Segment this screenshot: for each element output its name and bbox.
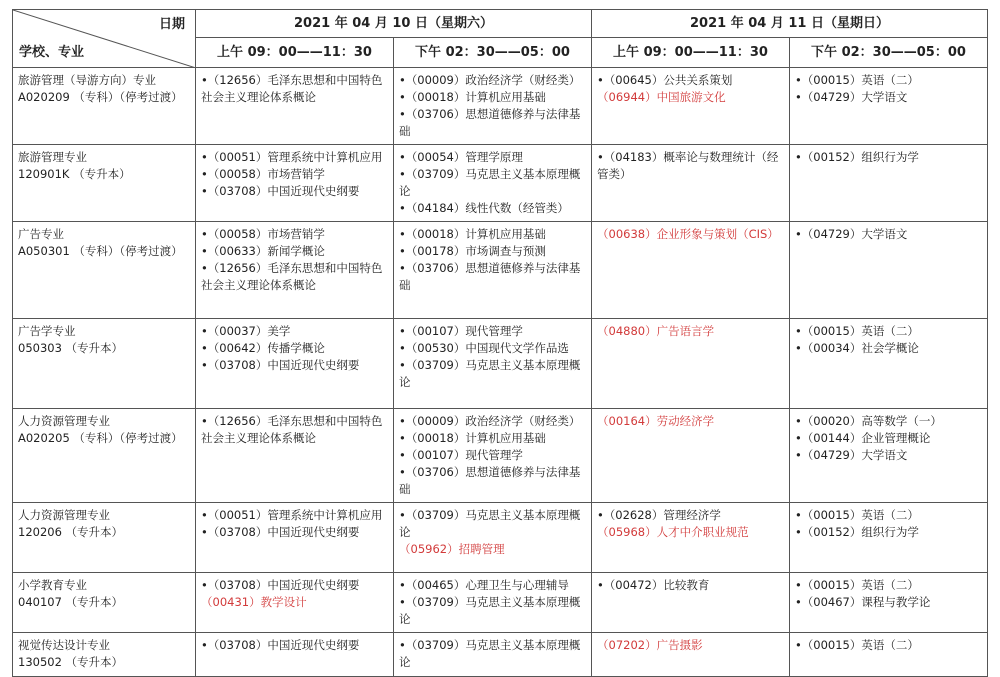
course-item: （07202）广告摄影 [597,638,703,652]
header-corner-cell [13,10,196,68]
course-item: •（00037）美学 [201,324,291,338]
course-item: •（00465）心理卫生与心理辅导 [399,578,569,592]
major-code: 050303 （专升本） [18,341,124,355]
exam-slot-cell [196,68,394,145]
course-item: •（00178）市场调查与预测 [399,244,546,258]
school-major-cell [13,319,196,409]
course-item: •（03709）马克思主义基本原理概论 [399,595,581,626]
course-item: •（00467）课程与教学论 [795,595,931,609]
exam-slot-cell [790,409,988,503]
course-item: •（00058）市场营销学 [201,167,325,181]
exam-slot-cell [394,633,592,677]
course-item: （00431）教学设计 [201,595,307,609]
major-name: 人力资源管理专业 [18,414,110,428]
exam-slot-cell [790,633,988,677]
school-major-cell [13,503,196,573]
major-code: 040107 （专升本） [18,595,124,609]
exam-slot-cell [592,145,790,222]
course-item: •（00472）比较教育 [597,578,710,592]
day1-pm-header: 下午 02：30——05：00 [394,38,592,68]
course-item: （05968）人才中介职业规范 [597,525,749,539]
day2-header: 2021 年 04 月 11 日（星期日） [592,10,988,38]
course-item: •（00530）中国现代文学作品选 [399,341,569,355]
exam-slot-cell [592,503,790,573]
exam-slot-cell [196,633,394,677]
exam-slot-cell [394,409,592,503]
day1-header: 2021 年 04 月 10 日（星期六） [196,10,592,38]
table-row [13,409,988,503]
course-item: •（00645）公共关系策划 [597,73,733,87]
major-name: 旅游管理（导游方向）专业 [18,73,156,87]
major-code: 130502 （专升本） [18,655,124,669]
exam-slot-cell [592,319,790,409]
course-item: （06944）中国旅游文化 [597,90,726,104]
course-item: •（00054）管理学原理 [399,150,523,164]
course-item: •（04729）大学语文 [795,90,908,104]
exam-slot-cell [592,633,790,677]
school-major-header-label: 学校、专业 [19,45,85,60]
exam-slot-cell [790,319,988,409]
course-item: •（03706）思想道德修养与法律基础 [399,107,581,138]
course-item: •（00144）企业管理概论 [795,431,931,445]
school-major-cell [13,633,196,677]
course-item: •（04729）大学语文 [795,227,908,241]
course-item: •（04184）线性代数（经管类） [399,201,569,215]
exam-slot-cell [592,222,790,319]
course-item: •（03709）马克思主义基本原理概论 [399,358,581,389]
table-row [13,503,988,573]
exam-slot-cell [394,222,592,319]
exam-slot-cell [790,222,988,319]
course-item: •（03708）中国近现代史纲要 [201,638,360,652]
schedule-body [13,68,988,677]
school-major-cell [13,409,196,503]
date-header-label: 日期 [158,17,185,32]
exam-slot-cell [394,68,592,145]
course-item: •（00009）政治经济学（财经类） [399,414,581,428]
exam-slot-cell [592,409,790,503]
course-item: •（00015）英语（二） [795,508,919,522]
course-item: •（00015）英语（二） [795,578,919,592]
course-item: •（00152）组织行为学 [795,150,919,164]
course-item: •（00034）社会学概论 [795,341,919,355]
course-item: •（00058）市场营销学 [201,227,325,241]
exam-slot-cell [394,573,592,633]
school-major-cell [13,573,196,633]
course-item: •（00051）管理系统中计算机应用 [201,508,383,522]
course-item: •（03709）马克思主义基本原理概论 [399,508,581,539]
exam-slot-cell [790,68,988,145]
course-item: •（04183）概率论与数理统计（经管类） [597,150,779,181]
course-item: •（03706）思想道德修养与法律基础 [399,261,581,292]
course-item: •（00009）政治经济学（财经类） [399,73,581,87]
course-item: •（00020）高等数学（一） [795,414,942,428]
major-name: 小学教育专业 [18,578,87,592]
table-row [13,573,988,633]
day1-am-header: 上午 09：00——11：30 [196,38,394,68]
major-name: 广告学专业 [18,324,76,338]
course-item: •（12656）毛泽东思想和中国特色社会主义理论体系概论 [201,261,383,292]
day2-am-header: 上午 09：00——11：30 [592,38,790,68]
day2-pm-header: 下午 02：30——05：00 [790,38,988,68]
exam-slot-cell [196,503,394,573]
course-item: •（00015）英语（二） [795,73,919,87]
table-row [13,222,988,319]
course-item: （04880）广告语言学 [597,324,715,338]
course-item: （05962）招聘管理 [399,542,505,556]
course-item: •（00642）传播学概论 [201,341,325,355]
course-item: •（00051）管理系统中计算机应用 [201,150,383,164]
exam-slot-cell [196,222,394,319]
exam-slot-cell [592,68,790,145]
exam-slot-cell [196,319,394,409]
exam-slot-cell [196,409,394,503]
course-item: （00164）劳动经济学 [597,414,715,428]
major-name: 人力资源管理专业 [18,508,110,522]
course-item: •（03708）中国近现代史纲要 [201,184,360,198]
exam-slot-cell [592,573,790,633]
major-code: 120901K （专升本） [18,167,131,181]
course-item: •（03708）中国近现代史纲要 [201,525,360,539]
course-item: •（00018）计算机应用基础 [399,227,546,241]
course-item: •（00152）组织行为学 [795,525,919,539]
course-item: •（03706）思想道德修养与法律基础 [399,465,581,496]
exam-slot-cell [394,503,592,573]
major-name: 旅游管理专业 [18,150,87,164]
exam-slot-cell [790,503,988,573]
major-code: A020209 （专科）（停考过渡） [18,90,183,104]
table-row [13,633,988,677]
course-item: （00638）企业形象与策划（CIS） [597,227,779,241]
course-item: •（00018）计算机应用基础 [399,431,546,445]
major-code: A050301 （专科）（停考过渡） [18,244,183,258]
table-row [13,68,988,145]
major-name: 视觉传达设计专业 [18,638,110,652]
course-item: •（03709）马克思主义基本原理概论 [399,638,581,669]
exam-slot-cell [790,573,988,633]
school-major-cell [13,68,196,145]
table-row [13,319,988,409]
exam-slot-cell [196,573,394,633]
course-item: •（12656）毛泽东思想和中国特色社会主义理论体系概论 [201,414,383,445]
course-item: •（12656）毛泽东思想和中国特色社会主义理论体系概论 [201,73,383,104]
course-item: •（02628）管理经济学 [597,508,721,522]
course-item: •（03708）中国近现代史纲要 [201,578,360,592]
course-item: •（03709）马克思主义基本原理概论 [399,167,581,198]
table-row [13,145,988,222]
course-item: •（00107）现代管理学 [399,448,523,462]
course-item: •（00015）英语（二） [795,324,919,338]
exam-schedule-table [12,9,988,677]
course-item: •（04729）大学语文 [795,448,908,462]
course-item: •（03708）中国近现代史纲要 [201,358,360,372]
school-major-cell [13,222,196,319]
exam-slot-cell [196,145,394,222]
exam-slot-cell [394,145,592,222]
major-code: A020205 （专科）（停考过渡） [18,431,183,445]
course-item: •（00107）现代管理学 [399,324,523,338]
course-item: •（00633）新闻学概论 [201,244,325,258]
major-code: 120206 （专升本） [18,525,124,539]
exam-slot-cell [394,319,592,409]
major-name: 广告专业 [18,227,64,241]
course-item: •（00018）计算机应用基础 [399,90,546,104]
course-item: •（00015）英语（二） [795,638,919,652]
school-major-cell [13,145,196,222]
exam-slot-cell [790,145,988,222]
